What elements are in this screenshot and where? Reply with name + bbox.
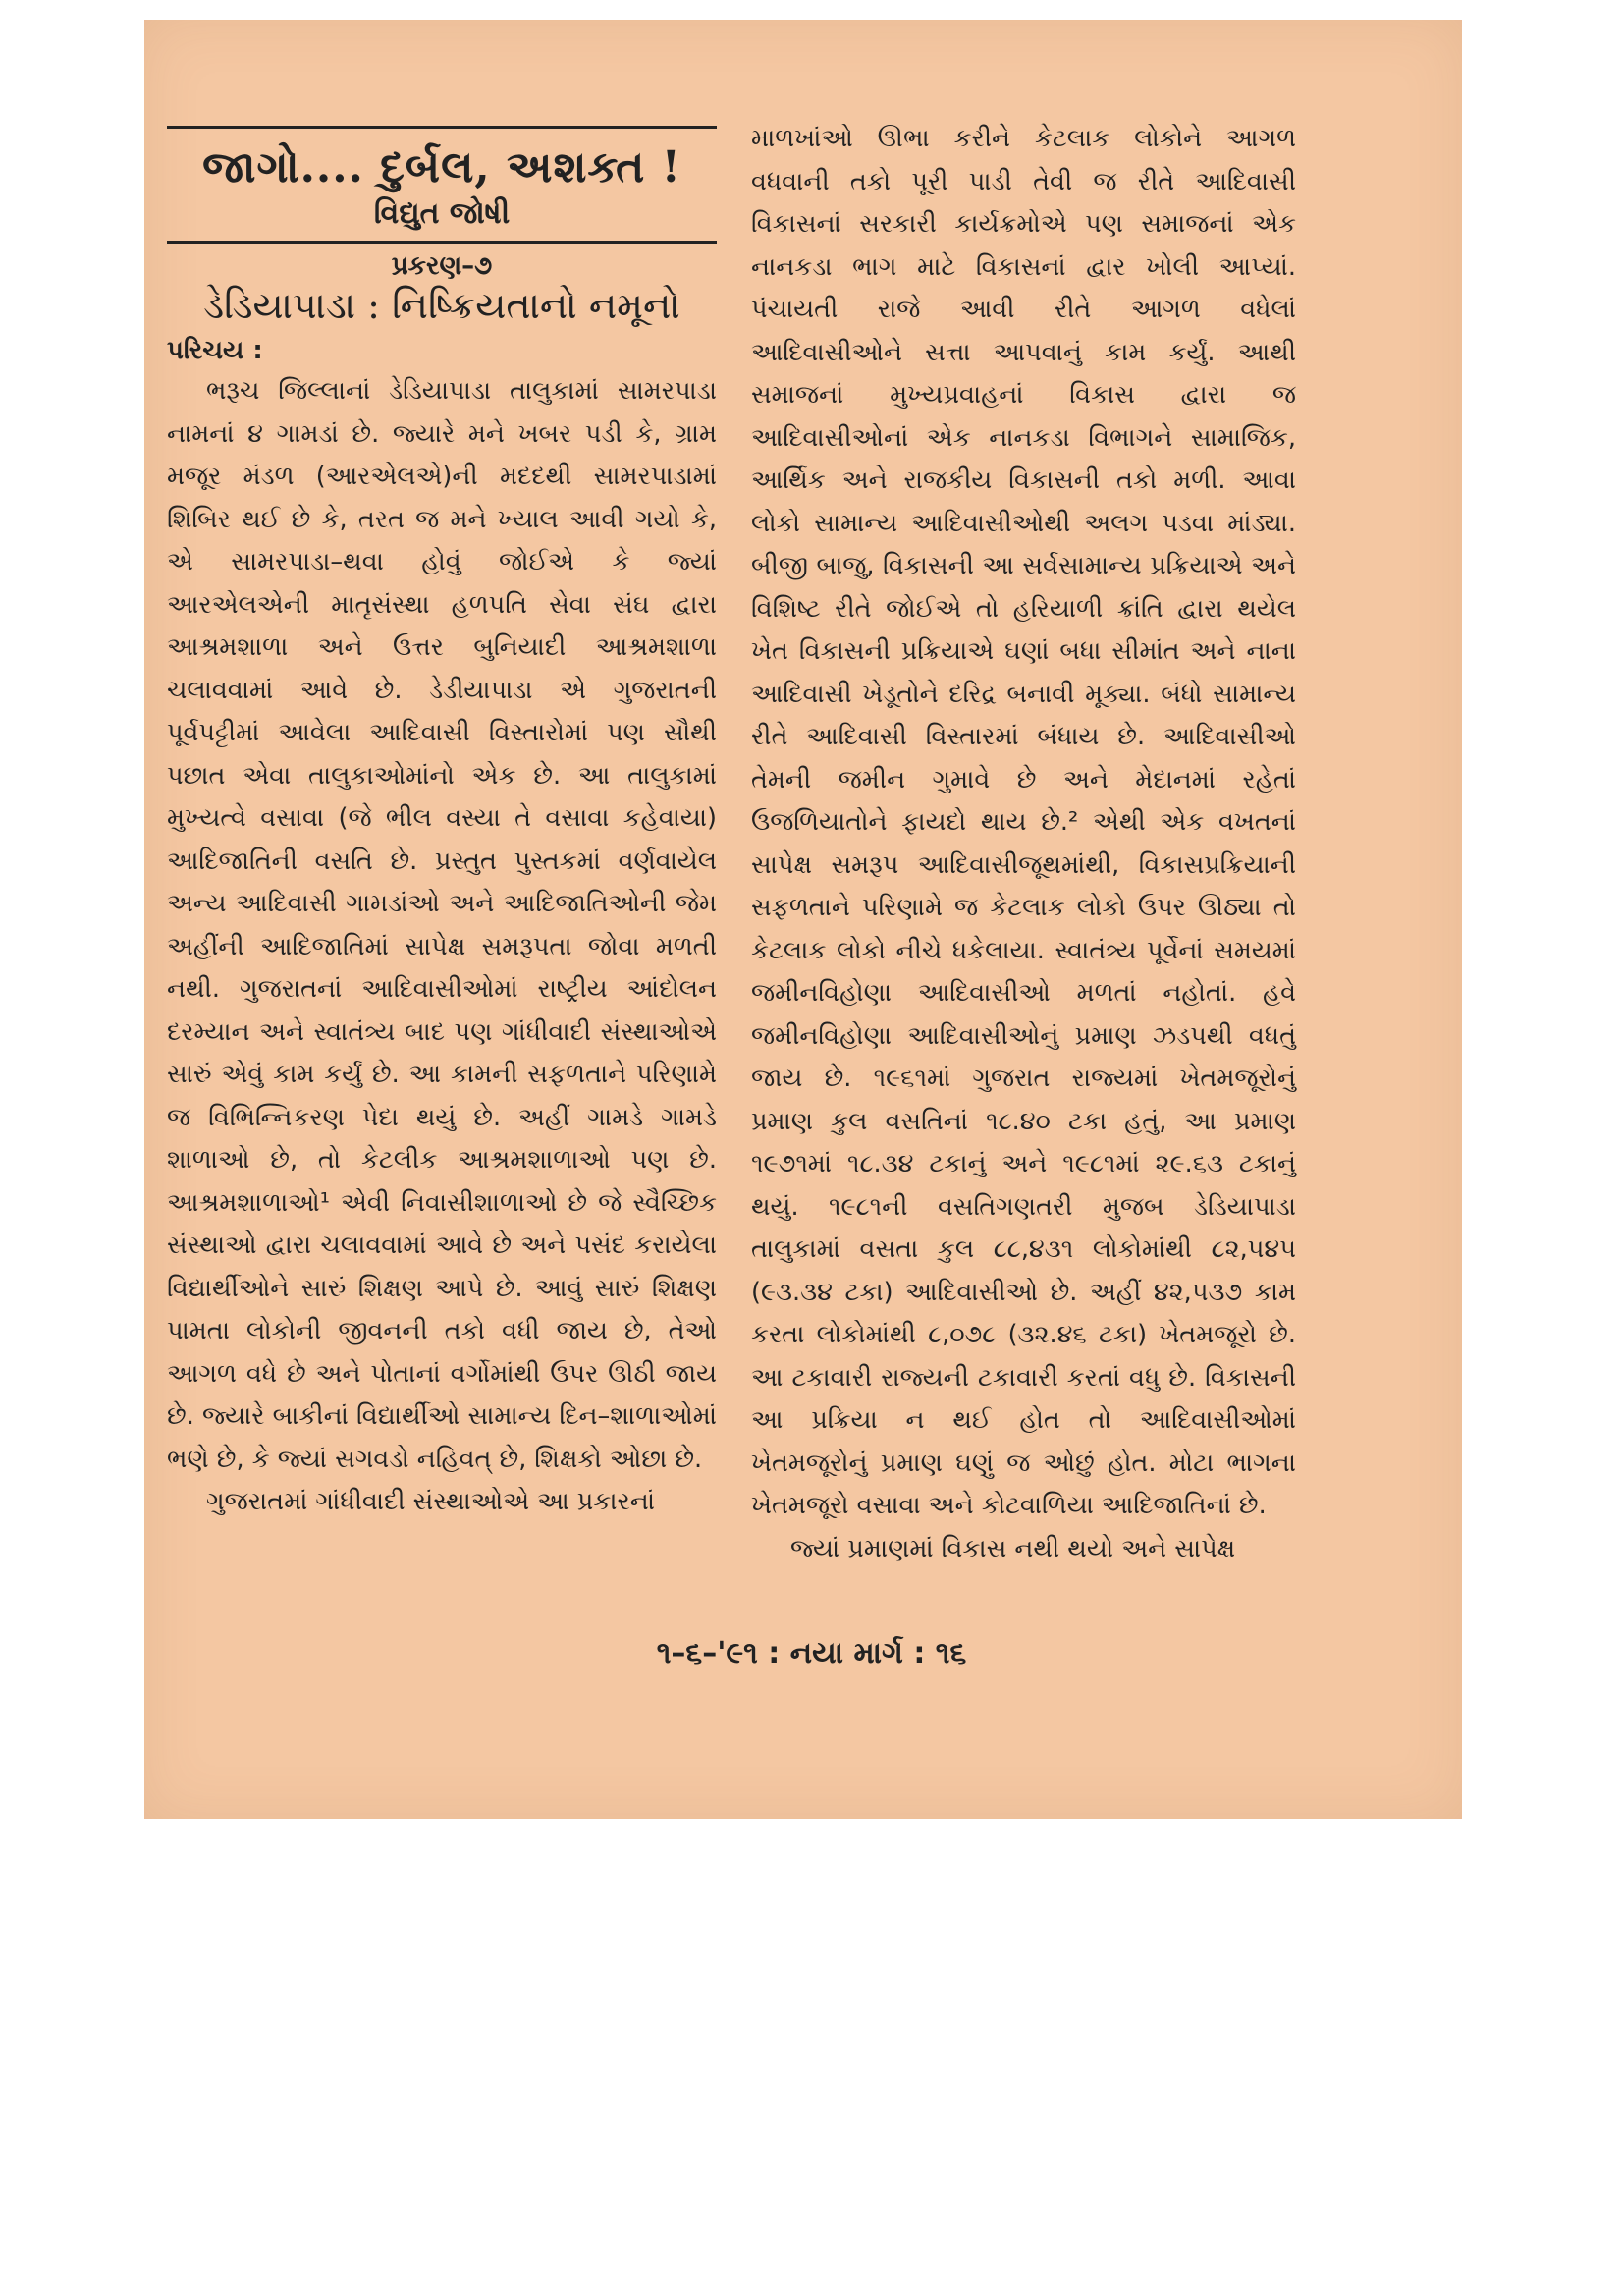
right-column [751,118,1296,1570]
article-title: જાગો.... દુર્બલ, અશક્ત ! [202,142,681,192]
page-footer: ૧–૬–'૯૧ : નયા માર્ગ : ૧૬ [656,1636,967,1670]
byline-rule [167,241,717,244]
section-heading: પરિચય : [167,336,263,365]
chapter-subtitle: ડેડિયાપાડા : નિષ્ક્રિયતાનો નમૂનો [203,284,680,327]
chapter-label: પ્રકરણ–૭ [391,251,493,281]
body-paragraph: ભરૂચ જિલ્લાનાં ડેડિયાપાડા તાલુકામાં સામરપાડા નામનાં ૪ ગામડાં છે. જ્યારે મને ખબર પડી કે, ગ્રામ મજૂર મંડળ (આરએલએ)ની મદદથી સામરપાડામાં શિબિર થઈ છે કે, તરત જ મને ખ્યાલ આવી ગયો કે, એ સામરપાડા–થવા હોવું જોઈએ કે જ્યાં આરએલએની માતૃસંસ્થા હળપતિ સેવા સંઘ દ્વારા આશ્રમશાળા અને ઉત્તર બુનિયાદી આશ્રમશાળા ચલાવવામાં આવે છે. ડેડીયાપાડા એ ગુજરાતની પૂર્વપટ્ટીમાં આવેલા આદિવાસી વિસ્તારોમાં પણ સૌથી પછાત એવા તાલુકાઓમાંનો એક છે. આ તાલુકામાં મુખ્યત્વે વસાવા (જે ભીલ વસ્યા તે વસાવા કહેવાયા) આદિજાતિની વસતિ છે. પ્રસ્તુત પુસ્તકમાં વર્ણવાયેલ અન્ય આદિવાસી ગામડાંઓ અને આદિજાતિઓની જેમ અહીંની આદિજાતિમાં સાપેક્ષ સમરૂપતા જોવા મળતી નથી. ગુજરાતનાં આદિવાસીઓમાં રાષ્ટ્રીય આંદોલન દરમ્યાન અને સ્વાતંત્ર્ય બાદ પણ ગાંધીવાદી સંસ્થાઓએ સારું એવું કામ કર્યું છે. આ કામની સફળતાને પરિણામે જ વિભિન્નિકરણ પેદા થયું છે. અહીં ગામડે ગામડે શાળાઓ છે, તો કેટલીક આશ્રમશાળાઓ પણ છે. આશ્રમશાળાઓ¹ એવી નિવાસીશાળાઓ છે જે સ્વૈચ્છિક સંસ્થાઓ દ્વારા ચલાવવામાં આવે છે અને પસંદ કરાયેલા વિદ્યાર્થીઓને સારું શિક્ષણ આપે છે. આવું સારું શિક્ષણ પામતા લોકોની જીવનની તકો વધી જાય છે, તેઓ આગળ વધે છે અને પોતાનાં વર્ગોમાંથી ઉપર ઊઠી જાય છે. જ્યારે બાકીનાં વિદ્યાર્થીઓ સામાન્ય દિન–શાળાઓમાં ભણે છે, કે જ્યાં સગવડો નહિવત્ છે, શિક્ષકો ઓછા છે. [167,376,717,1474]
body-paragraph: માળખાંઓ ઊભા કરીને કેટલાક લોકોને આગળ વધવાની તકો પૂરી પાડી તેવી જ રીતે આદિવાસી વિકાસનાં સરકારી કાર્યક્રમોએ પણ સમાજનાં એક નાનકડા ભાગ માટે વિકાસનાં દ્વાર ખોલી આપ્યાં. પંચાયતી રાજે આવી રીતે આગળ વધેલાં આદિવાસીઓને સત્તા આપવાનું કામ કર્યું. આથી સમાજનાં મુખ્યપ્રવાહનાં વિકાસ દ્વારા જ આદિવાસીઓનાં એક નાનકડા વિભાગને સામાજિક, આર્થિક અને રાજકીય વિકાસની તકો મળી. આવા લોકો સામાન્ય આદિવાસીઓથી અલગ પડવા માંડ્યા. બીજી બાજુ, વિકાસની આ સર્વસામાન્ય પ્રક્રિયાએ અને વિશિષ્ટ રીતે જોઈએ તો હરિયાળી ક્રાંતિ દ્વારા થયેલ ખેત વિકાસની પ્રક્રિયાએ ઘણાં બધા સીમાંત અને નાના આદિવાસી ખેડૂતોને દરિદ્ર બનાવી મૂક્યા. બંધો સામાન્ય રીતે આદિવાસી વિસ્તારમાં બંધાય છે. આદિવાસીઓ તેમની જમીન ગુમાવે છે અને મેદાનમાં રહેતાં ઉજળિયાતોને ફાયદો થાય છે.² એથી એક વખતનાં સાપેક્ષ સમરૂપ આદિવાસીજૂથમાંથી, વિકાસપ્રક્રિયાની સફળતાને પરિણામે જ કેટલાક લોકો ઉપર ઊઠ્યા તો કેટલાક લોકો નીચે ધકેલાયા. સ્વાતંત્ર્ય પૂર્વેનાં સમયમાં જમીનવિહોણા આદિવાસીઓ મળતાં નહોતાં. હવે જમીનવિહોણા આદિવાસીઓનું પ્રમાણ ઝડપથી વધતું જાય છે. ૧૯૬૧માં ગુજરાત રાજ્યમાં ખેતમજૂરોનું પ્રમાણ કુલ વસતિનાં ૧૮.૪૦ ટકા હતું, આ પ્રમાણ ૧૯૭૧માં ૧૮.૩૪ ટકાનું અને ૧૯૮૧માં ૨૯.૬૩ ટકાનું થયું. ૧૯૮૧ની વસતિગણતરી મુજબ ડેડિયાપાડા તાલુકામાં વસતા કુલ ૮૮,૪૩૧ લોકોમાંથી ૮૨,૫૪૫ (૯૩.૩૪ ટકા) આદિવાસીઓ છે. અહીં ૪૨,૫૩૭ કામ કરતા લોકોમાંથી ૮,૦૭૮ (૩૨.૪૬ ટકા) ખેતમજૂરો છે. આ ટકાવારી રાજ્યની ટકાવારી કરતાં વધુ છે. વિકાસની આ પ્રક્રિયા ન થઈ હોત તો આદિવાસીઓમાં ખેતમજૂરોનું પ્રમાણ ઘણું જ ઓછું હોત. મોટા ભાગના ખેતમજૂરો વસાવા અને કોટવાળિયા આદિજાતિનાં છે. [751,124,1296,1520]
author-name: વિદ્યુત જોષી [373,196,511,231]
top-rule [167,126,717,129]
body-paragraph: ગુજરાતમાં ગાંધીવાદી સંસ્થાઓએ આ પ્રકારનાં [206,1487,655,1516]
body-paragraph: જ્યાં પ્રમાણમાં વિકાસ નથી થયો અને સાપેક્ષ [790,1533,1236,1563]
